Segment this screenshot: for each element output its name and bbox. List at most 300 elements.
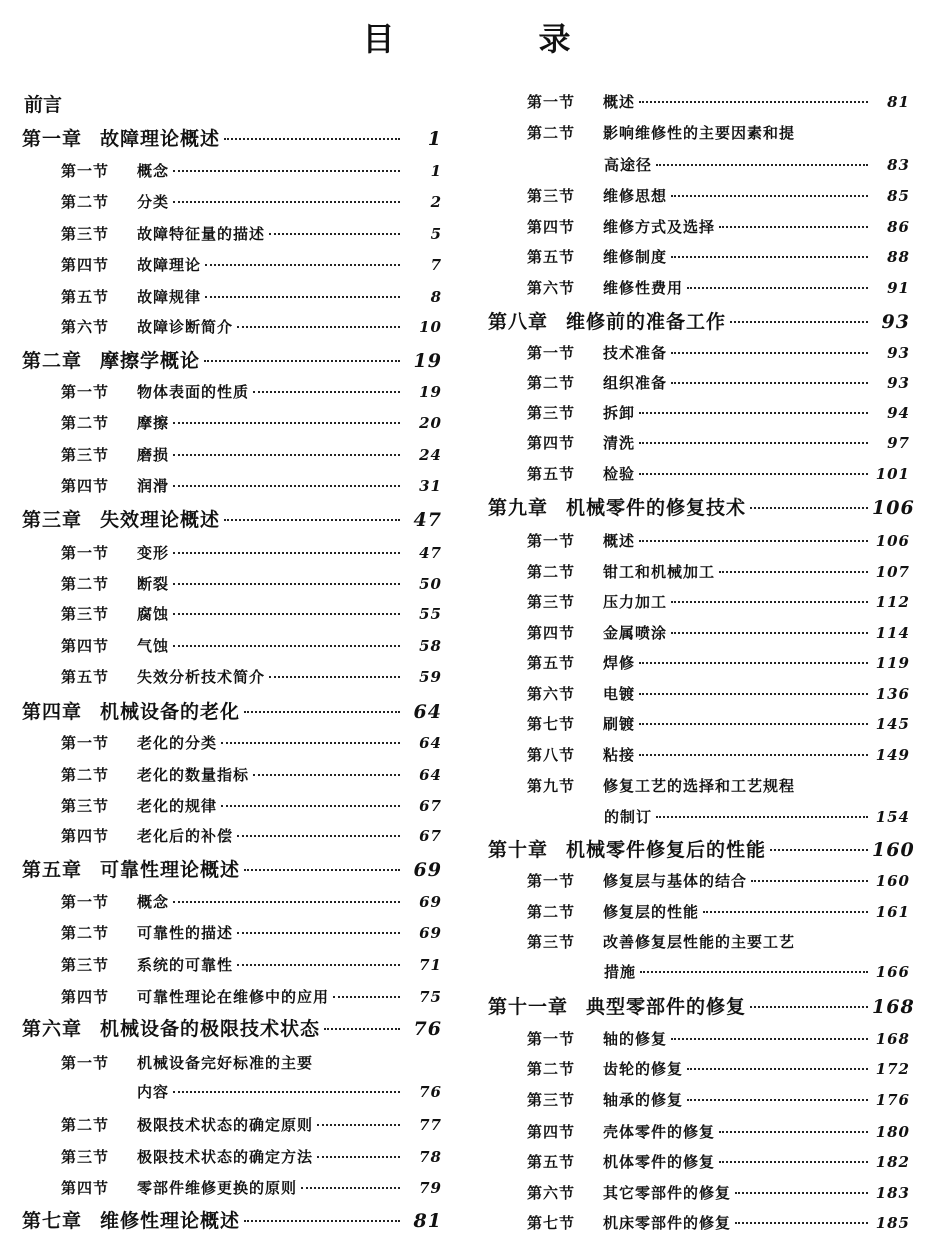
toc-section[interactable]: [604, 959, 910, 985]
toc-section[interactable]: [61, 762, 442, 788]
toc-page-number: 1: [430, 162, 442, 180]
dot-leader: [269, 676, 400, 678]
page-title: 目 录: [362, 20, 627, 58]
toc-title: 腐蚀: [137, 605, 170, 623]
toc-section[interactable]: [61, 1175, 442, 1201]
toc-title: 焊修: [603, 654, 636, 672]
toc-title: 金属喷涂: [603, 624, 668, 642]
dot-leader: [224, 138, 400, 140]
toc-number: 第三节: [61, 446, 110, 464]
toc-number: 第六节: [527, 279, 576, 297]
toc-section[interactable]: [61, 1144, 442, 1170]
toc-title: 维修性费用: [603, 279, 684, 297]
dot-leader: [244, 1220, 400, 1222]
dot-leader: [656, 164, 868, 166]
toc-title: 失效分析技术简介: [137, 668, 266, 686]
toc-chapter[interactable]: [488, 495, 915, 521]
toc-number: 第一节: [527, 344, 576, 362]
toc-page-number: 47: [419, 544, 442, 562]
toc-section[interactable]: [527, 1149, 910, 1175]
toc-number: 第九章: [488, 497, 549, 519]
toc-number: 第四节: [61, 988, 110, 1006]
toc-chapter[interactable]: [488, 309, 910, 335]
dot-leader: [317, 1156, 400, 1158]
toc-section[interactable]: [61, 664, 442, 690]
dot-leader: [687, 1068, 868, 1070]
toc-section[interactable]: [604, 804, 910, 830]
toc-number: 第四章: [22, 701, 83, 723]
toc-page-number: 79: [419, 1179, 442, 1197]
toc-section[interactable]: [61, 1050, 442, 1076]
toc-title: 改善修复层性能的主要工艺: [603, 933, 796, 951]
toc-section[interactable]: [527, 1180, 910, 1206]
toc-title: 措施: [604, 963, 637, 981]
toc-title: 修复层的性能: [603, 903, 700, 921]
dot-leader: [253, 391, 400, 393]
toc-section[interactable]: [527, 1056, 910, 1082]
toc-section[interactable]: [61, 158, 442, 184]
toc-title: 的制订: [604, 808, 653, 826]
toc-number: 第八节: [527, 746, 576, 764]
toc-number: 第一节: [61, 1054, 110, 1072]
toc-title: 刷镀: [603, 715, 636, 733]
toc-page-number: 76: [419, 1083, 442, 1101]
toc-number: 第一节: [61, 893, 110, 911]
toc-section[interactable]: [527, 1119, 910, 1145]
toc-number: 第二节: [527, 903, 576, 921]
toc-number: 第五节: [527, 465, 576, 483]
dot-leader: [719, 1161, 868, 1163]
toc-number: 第二章: [22, 350, 83, 372]
toc-title: 摩擦学概论: [100, 350, 201, 372]
toc-preface[interactable]: [24, 92, 224, 118]
dot-leader: [640, 971, 868, 973]
toc-title: 机械设备的极限技术状态: [100, 1018, 321, 1040]
toc-title: 电镀: [603, 685, 636, 703]
toc-page-number: 69: [419, 893, 442, 911]
toc-section[interactable]: [61, 823, 442, 849]
toc-number: 第三节: [527, 404, 576, 422]
toc-title: 维修方式及选择: [603, 218, 716, 236]
dot-leader: [730, 321, 868, 323]
dot-leader: [173, 422, 400, 424]
dot-leader: [719, 571, 868, 573]
toc-title: 可靠性的描述: [137, 924, 234, 942]
toc-section[interactable]: [527, 244, 910, 270]
dot-leader: [173, 901, 400, 903]
toc-number: 第一节: [61, 162, 110, 180]
toc-number: 第十章: [488, 839, 549, 861]
dot-leader: [221, 805, 400, 807]
toc-section[interactable]: [61, 473, 442, 499]
dot-leader: [671, 352, 868, 354]
toc-number: 第一节: [61, 544, 110, 562]
toc-section[interactable]: [61, 540, 442, 566]
toc-number: 第一节: [527, 1030, 576, 1048]
dot-leader: [324, 1028, 400, 1030]
dot-leader: [204, 360, 400, 362]
toc-title: 钳工和机械加工: [603, 563, 716, 581]
toc-title: 老化后的补偿: [137, 827, 234, 845]
toc-title: 修复工艺的选择和工艺规程: [603, 777, 796, 795]
dot-leader: [639, 101, 868, 103]
toc-page-number: 64: [413, 701, 442, 723]
toc-number: 第三节: [527, 187, 576, 205]
dot-leader: [703, 911, 868, 913]
toc-number: 第五节: [61, 288, 110, 306]
toc-page-number: 64: [419, 766, 442, 784]
toc-number: 第二节: [527, 124, 576, 142]
toc-section[interactable]: [527, 773, 910, 799]
dot-leader: [639, 693, 868, 695]
toc-page-number: 31: [419, 477, 442, 495]
toc-number: 第一节: [527, 872, 576, 890]
dot-leader: [173, 170, 400, 172]
dot-leader: [639, 754, 868, 756]
dot-leader: [687, 287, 868, 289]
toc-section[interactable]: [527, 559, 910, 585]
toc-page-number: 185: [875, 1214, 910, 1232]
toc-page-number: 83: [887, 156, 910, 174]
toc-title: 齿轮的修复: [603, 1060, 684, 1078]
toc-page-number: 112: [875, 593, 910, 611]
toc-title: 概述: [603, 532, 636, 550]
dot-leader: [269, 233, 400, 235]
toc-title: 变形: [137, 544, 170, 562]
toc-chapter[interactable]: [488, 837, 915, 863]
toc-section[interactable]: [61, 730, 442, 756]
toc-page-number: 7: [430, 256, 442, 274]
toc-title: 维修思想: [603, 187, 668, 205]
toc-section[interactable]: [527, 868, 910, 894]
toc-section[interactable]: [527, 899, 910, 925]
toc-number: 第五节: [527, 248, 576, 266]
toc-page-number: 20: [419, 414, 442, 432]
toc-title: 老化的数量指标: [137, 766, 250, 784]
toc-title: 磨损: [137, 446, 170, 464]
toc-page-number: 119: [875, 654, 910, 672]
dot-leader: [333, 996, 400, 998]
toc-title: 机械设备的老化: [100, 701, 241, 723]
toc-page-number: 85: [887, 187, 910, 205]
toc-title: 故障理论: [137, 256, 202, 274]
toc-chapter[interactable]: [488, 994, 915, 1020]
toc-page-number: 64: [419, 734, 442, 752]
toc-page-number: 101: [875, 465, 910, 483]
toc-section[interactable]: [527, 1210, 910, 1236]
toc-chapter[interactable]: [22, 1208, 442, 1234]
toc-section[interactable]: [61, 189, 442, 215]
toc-section[interactable]: [61, 889, 442, 915]
toc-title: 其它零部件的修复: [603, 1184, 732, 1202]
dot-leader: [671, 601, 868, 603]
dot-leader: [221, 742, 400, 744]
dot-leader: [639, 473, 868, 475]
dot-leader: [205, 264, 400, 266]
toc-page-number: 176: [875, 1091, 910, 1109]
preface-label: 前言: [24, 94, 63, 116]
toc-number: 第四节: [527, 1123, 576, 1141]
toc-title: 机械设备完好标准的主要: [137, 1054, 314, 1072]
toc-number: 第三节: [61, 1148, 110, 1166]
toc-page-number: 8: [430, 288, 442, 306]
toc-number: 第二节: [527, 563, 576, 581]
toc-number: 第四节: [61, 637, 110, 655]
toc-number: 第四节: [61, 1179, 110, 1197]
toc-page-number: 24: [419, 446, 442, 464]
dot-leader: [671, 195, 868, 197]
toc-title: 概述: [603, 93, 636, 111]
toc-page-number: 106: [875, 532, 910, 550]
toc-section[interactable]: [61, 379, 442, 405]
toc-section[interactable]: [527, 1026, 910, 1052]
dot-leader: [750, 507, 868, 509]
toc-title: 老化的规律: [137, 797, 218, 815]
toc-number: 第二节: [61, 924, 110, 942]
toc-page-number: 166: [875, 963, 910, 981]
toc-chapter[interactable]: [22, 699, 442, 725]
toc-page-number: 93: [887, 374, 910, 392]
dot-leader: [173, 613, 400, 615]
toc-number: 第三节: [61, 956, 110, 974]
toc-page-number: 2: [430, 193, 442, 211]
toc-number: 第四节: [527, 434, 576, 452]
dot-leader: [317, 1124, 400, 1126]
toc-page-number: 160: [872, 839, 915, 861]
dot-leader: [237, 964, 400, 966]
toc-title: 系统的可靠性: [137, 956, 234, 974]
dot-leader: [253, 774, 400, 776]
dot-leader: [656, 816, 868, 818]
toc-number: 第二节: [527, 374, 576, 392]
toc-number: 第四节: [61, 827, 110, 845]
toc-section[interactable]: [527, 1087, 910, 1113]
toc-title: 断裂: [137, 575, 170, 593]
toc-number: 第二节: [61, 575, 110, 593]
toc-page-number: 58: [419, 637, 442, 655]
dot-leader: [237, 835, 400, 837]
toc-page-number: 75: [419, 988, 442, 1006]
toc-page-number: 107: [875, 563, 910, 581]
toc-page-number: 180: [875, 1123, 910, 1141]
toc-title: 故障特征量的描述: [137, 225, 266, 243]
toc-title: 润滑: [137, 477, 170, 495]
dot-leader: [173, 645, 400, 647]
toc-title: 内容: [137, 1083, 170, 1101]
toc-title: 物体表面的性质: [137, 383, 250, 401]
toc-title: 技术准备: [603, 344, 668, 362]
toc-section[interactable]: [527, 461, 910, 487]
toc-title: 可靠性理论概述: [100, 859, 241, 881]
toc-number: 第一节: [527, 93, 576, 111]
toc-page-number: 1: [427, 128, 442, 150]
toc-section[interactable]: [527, 275, 910, 301]
toc-page-number: 19: [419, 383, 442, 401]
toc-page-number: 88: [887, 248, 910, 266]
dot-leader: [735, 1192, 868, 1194]
dot-leader: [751, 880, 868, 882]
dot-leader: [687, 1099, 868, 1101]
toc-page-number: 91: [887, 279, 910, 297]
toc-section[interactable]: [527, 650, 910, 676]
dot-leader: [173, 583, 400, 585]
toc-title: 清洗: [603, 434, 636, 452]
toc-section[interactable]: [527, 120, 910, 146]
toc-title: 组织准备: [603, 374, 668, 392]
toc-page-number: 154: [875, 808, 910, 826]
toc-number: 第一节: [61, 383, 110, 401]
toc-number: 第三节: [527, 1091, 576, 1109]
toc-section[interactable]: [137, 1079, 442, 1105]
toc-section[interactable]: [604, 152, 910, 178]
toc-page-number: 19: [413, 350, 442, 372]
toc-title: 影响维修性的主要因素和提: [603, 124, 796, 142]
toc-section[interactable]: [61, 410, 442, 436]
toc-number: 第四节: [527, 624, 576, 642]
dot-leader: [205, 296, 400, 298]
toc-section[interactable]: [527, 430, 910, 456]
toc-section[interactable]: [61, 221, 442, 247]
toc-chapter[interactable]: [22, 126, 442, 152]
toc-number: 第一节: [527, 532, 576, 550]
toc-title: 概念: [137, 162, 170, 180]
toc-page-number: 55: [419, 605, 442, 623]
dot-leader: [173, 485, 400, 487]
toc-number: 第五节: [527, 654, 576, 672]
dot-leader: [671, 382, 868, 384]
toc-chapter[interactable]: [22, 1016, 442, 1042]
toc-section[interactable]: [527, 340, 910, 366]
toc-page-number: 69: [419, 924, 442, 942]
toc-title: 摩擦: [137, 414, 170, 432]
toc-number: 第三节: [61, 225, 110, 243]
toc-number: 第四节: [61, 256, 110, 274]
toc-section[interactable]: [527, 742, 910, 768]
toc-title: 极限技术状态的确定方法: [137, 1148, 314, 1166]
toc-number: 第一节: [61, 734, 110, 752]
toc-section[interactable]: [527, 370, 910, 396]
toc-section[interactable]: [61, 1112, 442, 1138]
toc-section[interactable]: [527, 214, 910, 240]
toc-title: 极限技术状态的确定原则: [137, 1116, 314, 1134]
dot-leader: [173, 201, 400, 203]
toc-page-number: 77: [419, 1116, 442, 1134]
toc-page-number: 97: [887, 434, 910, 452]
toc-number: 第七章: [22, 1210, 83, 1232]
toc-title: 老化的分类: [137, 734, 218, 752]
toc-section[interactable]: [61, 252, 442, 278]
dot-leader: [173, 454, 400, 456]
toc-number: 第三节: [61, 605, 110, 623]
dot-leader: [770, 849, 868, 851]
dot-leader: [237, 932, 400, 934]
dot-leader: [301, 1187, 400, 1189]
toc-section[interactable]: [527, 711, 910, 737]
toc-page-number: 50: [419, 575, 442, 593]
toc-number: 第三节: [527, 593, 576, 611]
toc-title: 检验: [603, 465, 636, 483]
toc-page-number: 172: [875, 1060, 910, 1078]
toc-chapter[interactable]: [22, 348, 442, 374]
toc-number: 第十一章: [488, 996, 569, 1018]
toc-section[interactable]: [527, 929, 910, 955]
toc-section[interactable]: [61, 633, 442, 659]
toc-page-number: 182: [875, 1153, 910, 1171]
toc-title: 气蚀: [137, 637, 170, 655]
toc-title: 维修制度: [603, 248, 668, 266]
toc-page-number: 168: [872, 996, 915, 1018]
toc-number: 第三节: [61, 797, 110, 815]
dot-leader: [639, 412, 868, 414]
toc-page-number: 69: [413, 859, 442, 881]
toc-section[interactable]: [61, 793, 442, 819]
toc-page-number: 76: [413, 1018, 442, 1040]
toc-title: 壳体零件的修复: [603, 1123, 716, 1141]
toc-number: 第二节: [61, 193, 110, 211]
toc-section[interactable]: [527, 681, 910, 707]
toc-number: 第九节: [527, 777, 576, 795]
toc-title: 机械零件的修复技术: [566, 497, 747, 519]
toc-chapter[interactable]: [22, 857, 442, 883]
toc-title: 失效理论概述: [100, 509, 221, 531]
toc-page-number: 145: [875, 715, 910, 733]
toc-number: 第五节: [61, 668, 110, 686]
toc-page-number: 106: [872, 497, 915, 519]
toc-section[interactable]: [527, 183, 910, 209]
dot-leader: [224, 519, 400, 521]
toc-section[interactable]: [61, 571, 442, 597]
toc-page-number: 78: [419, 1148, 442, 1166]
toc-title: 机床零部件的修复: [603, 1214, 732, 1232]
toc-section[interactable]: [61, 284, 442, 310]
toc-number: 第二节: [61, 1116, 110, 1134]
toc-page-number: 168: [875, 1030, 910, 1048]
toc-page-number: 136: [875, 685, 910, 703]
toc-page-number: 67: [419, 827, 442, 845]
toc-title: 拆卸: [603, 404, 636, 422]
toc-section[interactable]: [527, 620, 910, 646]
toc-title: 概念: [137, 893, 170, 911]
toc-section[interactable]: [61, 984, 442, 1010]
toc-title: 压力加工: [603, 593, 668, 611]
toc-title: 粘接: [603, 746, 636, 764]
toc-section[interactable]: [61, 442, 442, 468]
toc-page-number: 81: [887, 93, 910, 111]
toc-section[interactable]: [527, 89, 910, 115]
toc-number: 第三章: [22, 509, 83, 531]
toc-chapter[interactable]: [22, 507, 442, 533]
toc-title: 零部件维修更换的原则: [137, 1179, 298, 1197]
toc-section[interactable]: [527, 528, 910, 554]
toc-section[interactable]: [61, 601, 442, 627]
dot-leader: [173, 552, 400, 554]
toc-section[interactable]: [61, 952, 442, 978]
toc-section[interactable]: [61, 920, 442, 946]
dot-leader: [719, 226, 868, 228]
toc-title: 故障规律: [137, 288, 202, 306]
dot-leader: [237, 326, 400, 328]
toc-title: 轴承的修复: [603, 1091, 684, 1109]
toc-page-number: 71: [419, 956, 442, 974]
toc-title: 高途径: [604, 156, 653, 174]
toc-section[interactable]: [527, 589, 910, 615]
toc-section[interactable]: [61, 314, 442, 340]
toc-page-number: 94: [887, 404, 910, 422]
toc-section[interactable]: [527, 400, 910, 426]
toc-page-number: 59: [419, 668, 442, 686]
toc-title: 轴的修复: [603, 1030, 668, 1048]
dot-leader: [735, 1222, 868, 1224]
